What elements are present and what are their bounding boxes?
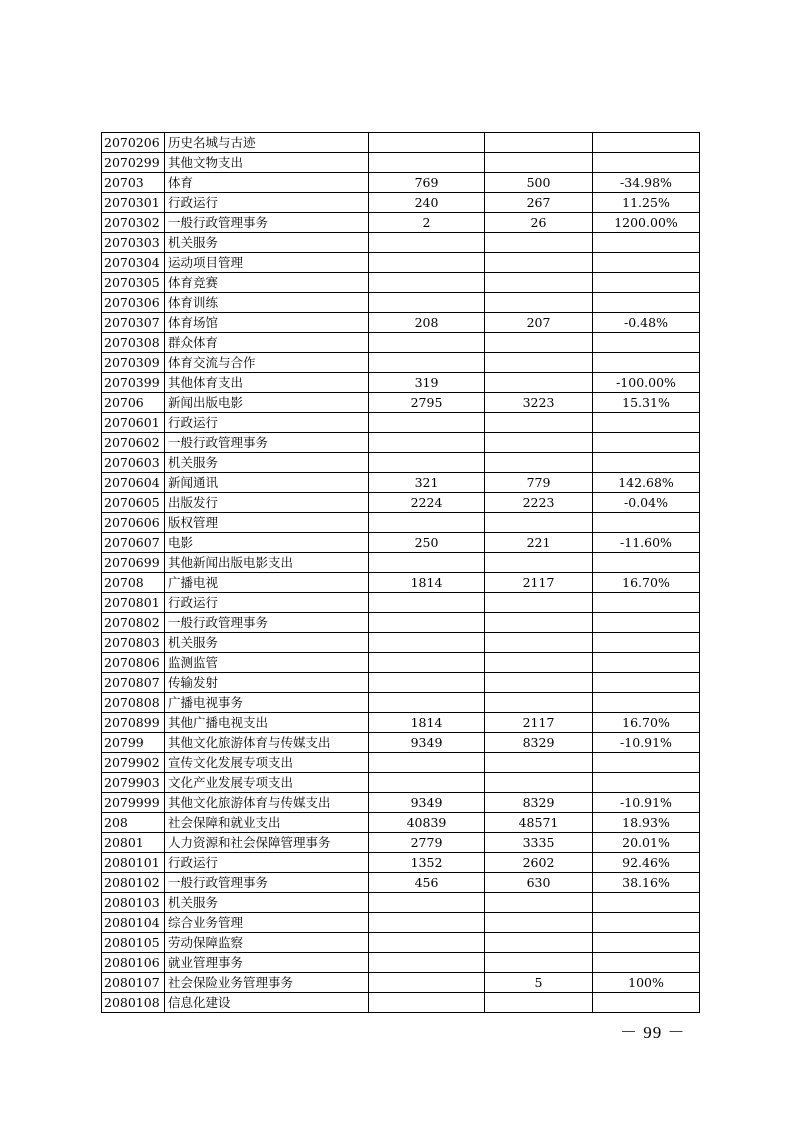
prior-value-cell bbox=[369, 133, 485, 153]
table-row bbox=[102, 673, 700, 693]
change-rate-cell bbox=[593, 673, 700, 693]
code-cell: 2070302 bbox=[102, 213, 165, 233]
table-row bbox=[102, 153, 700, 173]
table-row bbox=[102, 633, 700, 653]
change-rate-cell bbox=[593, 433, 700, 453]
prior-value-cell bbox=[369, 893, 485, 913]
table-row bbox=[102, 213, 700, 233]
item-name-cell: 新闻出版电影 bbox=[165, 393, 369, 413]
change-rate-cell bbox=[593, 773, 700, 793]
item-name-cell: 电影 bbox=[165, 533, 369, 553]
table-row bbox=[102, 173, 700, 193]
code-cell: 2070606 bbox=[102, 513, 165, 533]
code-cell: 2070308 bbox=[102, 333, 165, 353]
current-value-cell bbox=[485, 953, 593, 973]
current-value-cell bbox=[485, 333, 593, 353]
change-rate-cell: 15.31% bbox=[593, 393, 700, 413]
change-rate-cell bbox=[593, 293, 700, 313]
current-value-cell: 5 bbox=[485, 973, 593, 993]
item-name-cell: 一般行政管理事务 bbox=[165, 213, 369, 233]
code-cell: 2080104 bbox=[102, 913, 165, 933]
item-name-cell: 新闻通讯 bbox=[165, 473, 369, 493]
change-rate-cell: 1200.00% bbox=[593, 213, 700, 233]
change-rate-cell: -0.04% bbox=[593, 493, 700, 513]
item-name-cell: 人力资源和社会保障管理事务 bbox=[165, 833, 369, 853]
change-rate-cell bbox=[593, 653, 700, 673]
current-value-cell bbox=[485, 913, 593, 933]
table-row bbox=[102, 433, 700, 453]
code-cell: 2070806 bbox=[102, 653, 165, 673]
item-name-cell: 广播电视 bbox=[165, 573, 369, 593]
table-row bbox=[102, 453, 700, 473]
table-row bbox=[102, 333, 700, 353]
table-row bbox=[102, 293, 700, 313]
change-rate-cell: 16.70% bbox=[593, 713, 700, 733]
change-rate-cell bbox=[593, 933, 700, 953]
code-cell: 20706 bbox=[102, 393, 165, 413]
current-value-cell: 8329 bbox=[485, 733, 593, 753]
prior-value-cell bbox=[369, 413, 485, 433]
prior-value-cell bbox=[369, 753, 485, 773]
table-row bbox=[102, 373, 700, 393]
change-rate-cell: 18.93% bbox=[593, 813, 700, 833]
current-value-cell bbox=[485, 753, 593, 773]
table-row bbox=[102, 793, 700, 813]
change-rate-cell: -34.98% bbox=[593, 173, 700, 193]
table-row bbox=[102, 573, 700, 593]
table-row bbox=[102, 813, 700, 833]
prior-value-cell bbox=[369, 633, 485, 653]
item-name-cell: 历史名城与古迹 bbox=[165, 133, 369, 153]
table-row bbox=[102, 593, 700, 613]
current-value-cell bbox=[485, 453, 593, 473]
code-cell: 2070304 bbox=[102, 253, 165, 273]
item-name-cell: 机关服务 bbox=[165, 633, 369, 653]
current-value-cell: 2117 bbox=[485, 573, 593, 593]
prior-value-cell bbox=[369, 913, 485, 933]
table-row bbox=[102, 933, 700, 953]
current-value-cell bbox=[485, 993, 593, 1013]
change-rate-cell: -11.60% bbox=[593, 533, 700, 553]
change-rate-cell: 16.70% bbox=[593, 573, 700, 593]
change-rate-cell bbox=[593, 273, 700, 293]
code-cell: 2070603 bbox=[102, 453, 165, 473]
item-name-cell: 体育 bbox=[165, 173, 369, 193]
code-cell: 2070807 bbox=[102, 673, 165, 693]
code-cell: 2070206 bbox=[102, 133, 165, 153]
code-cell: 2070301 bbox=[102, 193, 165, 213]
change-rate-cell bbox=[593, 993, 700, 1013]
code-cell: 2070305 bbox=[102, 273, 165, 293]
item-name-cell: 其他广播电视支出 bbox=[165, 713, 369, 733]
table-row bbox=[102, 653, 700, 673]
change-rate-cell bbox=[593, 953, 700, 973]
code-cell: 2070808 bbox=[102, 693, 165, 713]
current-value-cell bbox=[485, 253, 593, 273]
table-row bbox=[102, 473, 700, 493]
item-name-cell: 运动项目管理 bbox=[165, 253, 369, 273]
prior-value-cell: 250 bbox=[369, 533, 485, 553]
table-row bbox=[102, 973, 700, 993]
current-value-cell bbox=[485, 293, 593, 313]
table-row bbox=[102, 613, 700, 633]
prior-value-cell: 456 bbox=[369, 873, 485, 893]
table-row bbox=[102, 693, 700, 713]
code-cell: 2080105 bbox=[102, 933, 165, 953]
table-row bbox=[102, 553, 700, 573]
budget-table bbox=[101, 132, 700, 1013]
change-rate-cell bbox=[593, 553, 700, 573]
prior-value-cell bbox=[369, 513, 485, 533]
table-row bbox=[102, 993, 700, 1013]
current-value-cell: 500 bbox=[485, 173, 593, 193]
change-rate-cell bbox=[593, 753, 700, 773]
current-value-cell bbox=[485, 233, 593, 253]
prior-value-cell bbox=[369, 273, 485, 293]
item-name-cell: 其他文化旅游体育与传媒支出 bbox=[165, 793, 369, 813]
current-value-cell bbox=[485, 133, 593, 153]
code-cell: 2070803 bbox=[102, 633, 165, 653]
current-value-cell bbox=[485, 433, 593, 453]
item-name-cell: 劳动保障监察 bbox=[165, 933, 369, 953]
change-rate-cell: 11.25% bbox=[593, 193, 700, 213]
prior-value-cell bbox=[369, 773, 485, 793]
item-name-cell: 机关服务 bbox=[165, 453, 369, 473]
code-cell: 2080103 bbox=[102, 893, 165, 913]
table-row bbox=[102, 853, 700, 873]
current-value-cell bbox=[485, 593, 593, 613]
prior-value-cell bbox=[369, 433, 485, 453]
table-row bbox=[102, 873, 700, 893]
table-row bbox=[102, 753, 700, 773]
item-name-cell: 行政运行 bbox=[165, 593, 369, 613]
code-cell: 2079903 bbox=[102, 773, 165, 793]
code-cell: 20801 bbox=[102, 833, 165, 853]
prior-value-cell: 40839 bbox=[369, 813, 485, 833]
table-row bbox=[102, 413, 700, 433]
item-name-cell: 传输发射 bbox=[165, 673, 369, 693]
item-name-cell: 体育竞赛 bbox=[165, 273, 369, 293]
change-rate-cell: 100% bbox=[593, 973, 700, 993]
prior-value-cell bbox=[369, 353, 485, 373]
current-value-cell: 3223 bbox=[485, 393, 593, 413]
code-cell: 2070306 bbox=[102, 293, 165, 313]
prior-value-cell bbox=[369, 973, 485, 993]
item-name-cell: 监测监管 bbox=[165, 653, 369, 673]
item-name-cell: 其他文物支出 bbox=[165, 153, 369, 173]
current-value-cell: 3335 bbox=[485, 833, 593, 853]
change-rate-cell bbox=[593, 893, 700, 913]
item-name-cell: 一般行政管理事务 bbox=[165, 873, 369, 893]
code-cell: 2079902 bbox=[102, 753, 165, 773]
prior-value-cell bbox=[369, 993, 485, 1013]
current-value-cell bbox=[485, 553, 593, 573]
current-value-cell: 2602 bbox=[485, 853, 593, 873]
change-rate-cell: -10.91% bbox=[593, 793, 700, 813]
current-value-cell: 221 bbox=[485, 533, 593, 553]
item-name-cell: 其他体育支出 bbox=[165, 373, 369, 393]
table-row bbox=[102, 713, 700, 733]
table-body bbox=[102, 133, 700, 1013]
code-cell: 2070307 bbox=[102, 313, 165, 333]
code-cell: 20703 bbox=[102, 173, 165, 193]
item-name-cell: 行政运行 bbox=[165, 413, 369, 433]
current-value-cell bbox=[485, 693, 593, 713]
change-rate-cell: -10.91% bbox=[593, 733, 700, 753]
code-cell: 2080101 bbox=[102, 853, 165, 873]
item-name-cell: 群众体育 bbox=[165, 333, 369, 353]
code-cell: 2070309 bbox=[102, 353, 165, 373]
table-row bbox=[102, 393, 700, 413]
prior-value-cell bbox=[369, 253, 485, 273]
prior-value-cell: 9349 bbox=[369, 733, 485, 753]
change-rate-cell bbox=[593, 233, 700, 253]
code-cell: 20708 bbox=[102, 573, 165, 593]
code-cell: 2080106 bbox=[102, 953, 165, 973]
current-value-cell: 207 bbox=[485, 313, 593, 333]
current-value-cell: 2223 bbox=[485, 493, 593, 513]
current-value-cell bbox=[485, 353, 593, 373]
prior-value-cell bbox=[369, 933, 485, 953]
table-row bbox=[102, 253, 700, 273]
item-name-cell: 社会保险业务管理事务 bbox=[165, 973, 369, 993]
item-name-cell: 信息化建设 bbox=[165, 993, 369, 1013]
table-row bbox=[102, 493, 700, 513]
change-rate-cell bbox=[593, 613, 700, 633]
table-row bbox=[102, 893, 700, 913]
item-name-cell: 体育交流与合作 bbox=[165, 353, 369, 373]
prior-value-cell: 9349 bbox=[369, 793, 485, 813]
code-cell: 2080108 bbox=[102, 993, 165, 1013]
change-rate-cell: -0.48% bbox=[593, 313, 700, 333]
current-value-cell: 8329 bbox=[485, 793, 593, 813]
prior-value-cell: 2779 bbox=[369, 833, 485, 853]
table-row bbox=[102, 773, 700, 793]
prior-value-cell: 2 bbox=[369, 213, 485, 233]
table-row bbox=[102, 913, 700, 933]
change-rate-cell: 142.68% bbox=[593, 473, 700, 493]
item-name-cell: 机关服务 bbox=[165, 893, 369, 913]
prior-value-cell bbox=[369, 333, 485, 353]
table-row bbox=[102, 833, 700, 853]
current-value-cell: 2117 bbox=[485, 713, 593, 733]
table-row bbox=[102, 133, 700, 153]
page-number: － 99 － bbox=[620, 1023, 686, 1042]
current-value-cell bbox=[485, 373, 593, 393]
item-name-cell: 行政运行 bbox=[165, 193, 369, 213]
table-row bbox=[102, 953, 700, 973]
prior-value-cell: 321 bbox=[369, 473, 485, 493]
code-cell: 2070303 bbox=[102, 233, 165, 253]
current-value-cell: 779 bbox=[485, 473, 593, 493]
prior-value-cell bbox=[369, 553, 485, 573]
code-cell: 2070699 bbox=[102, 553, 165, 573]
prior-value-cell bbox=[369, 593, 485, 613]
current-value-cell bbox=[485, 673, 593, 693]
current-value-cell bbox=[485, 413, 593, 433]
prior-value-cell: 240 bbox=[369, 193, 485, 213]
code-cell: 2070399 bbox=[102, 373, 165, 393]
item-name-cell: 出版发行 bbox=[165, 493, 369, 513]
current-value-cell bbox=[485, 893, 593, 913]
item-name-cell: 版权管理 bbox=[165, 513, 369, 533]
prior-value-cell: 319 bbox=[369, 373, 485, 393]
change-rate-cell bbox=[593, 413, 700, 433]
current-value-cell bbox=[485, 613, 593, 633]
item-name-cell: 机关服务 bbox=[165, 233, 369, 253]
item-name-cell: 宣传文化发展专项支出 bbox=[165, 753, 369, 773]
change-rate-cell bbox=[593, 593, 700, 613]
item-name-cell: 体育训练 bbox=[165, 293, 369, 313]
code-cell: 2070602 bbox=[102, 433, 165, 453]
code-cell: 2070601 bbox=[102, 413, 165, 433]
code-cell: 208 bbox=[102, 813, 165, 833]
table-row bbox=[102, 273, 700, 293]
prior-value-cell: 1814 bbox=[369, 573, 485, 593]
current-value-cell: 267 bbox=[485, 193, 593, 213]
prior-value-cell: 2224 bbox=[369, 493, 485, 513]
table-row bbox=[102, 233, 700, 253]
item-name-cell: 其他文化旅游体育与传媒支出 bbox=[165, 733, 369, 753]
current-value-cell bbox=[485, 933, 593, 953]
code-cell: 2070802 bbox=[102, 613, 165, 633]
prior-value-cell: 1352 bbox=[369, 853, 485, 873]
change-rate-cell bbox=[593, 133, 700, 153]
table-row bbox=[102, 733, 700, 753]
code-cell: 20799 bbox=[102, 733, 165, 753]
change-rate-cell bbox=[593, 453, 700, 473]
prior-value-cell: 769 bbox=[369, 173, 485, 193]
prior-value-cell: 2795 bbox=[369, 393, 485, 413]
prior-value-cell bbox=[369, 673, 485, 693]
table-row bbox=[102, 353, 700, 373]
change-rate-cell: 20.01% bbox=[593, 833, 700, 853]
prior-value-cell bbox=[369, 653, 485, 673]
change-rate-cell bbox=[593, 913, 700, 933]
code-cell: 2080107 bbox=[102, 973, 165, 993]
current-value-cell: 48571 bbox=[485, 813, 593, 833]
code-cell: 2070607 bbox=[102, 533, 165, 553]
code-cell: 2080102 bbox=[102, 873, 165, 893]
current-value-cell bbox=[485, 513, 593, 533]
table-row bbox=[102, 513, 700, 533]
code-cell: 2070801 bbox=[102, 593, 165, 613]
change-rate-cell bbox=[593, 353, 700, 373]
current-value-cell: 26 bbox=[485, 213, 593, 233]
table-row bbox=[102, 193, 700, 213]
prior-value-cell bbox=[369, 693, 485, 713]
current-value-cell bbox=[485, 153, 593, 173]
change-rate-cell bbox=[593, 333, 700, 353]
prior-value-cell: 1814 bbox=[369, 713, 485, 733]
code-cell: 2070604 bbox=[102, 473, 165, 493]
code-cell: 2070605 bbox=[102, 493, 165, 513]
table-row bbox=[102, 313, 700, 333]
change-rate-cell bbox=[593, 693, 700, 713]
current-value-cell bbox=[485, 653, 593, 673]
prior-value-cell bbox=[369, 293, 485, 313]
code-cell: 2070899 bbox=[102, 713, 165, 733]
item-name-cell: 其他新闻出版电影支出 bbox=[165, 553, 369, 573]
change-rate-cell: 92.46% bbox=[593, 853, 700, 873]
item-name-cell: 文化产业发展专项支出 bbox=[165, 773, 369, 793]
current-value-cell bbox=[485, 273, 593, 293]
prior-value-cell bbox=[369, 453, 485, 473]
change-rate-cell bbox=[593, 513, 700, 533]
current-value-cell bbox=[485, 773, 593, 793]
current-value-cell: 630 bbox=[485, 873, 593, 893]
item-name-cell: 就业管理事务 bbox=[165, 953, 369, 973]
change-rate-cell: 38.16% bbox=[593, 873, 700, 893]
code-cell: 2079999 bbox=[102, 793, 165, 813]
item-name-cell: 体育场馆 bbox=[165, 313, 369, 333]
item-name-cell: 广播电视事务 bbox=[165, 693, 369, 713]
change-rate-cell: -100.00% bbox=[593, 373, 700, 393]
item-name-cell: 一般行政管理事务 bbox=[165, 433, 369, 453]
item-name-cell: 一般行政管理事务 bbox=[165, 613, 369, 633]
prior-value-cell bbox=[369, 613, 485, 633]
item-name-cell: 社会保障和就业支出 bbox=[165, 813, 369, 833]
current-value-cell bbox=[485, 633, 593, 653]
change-rate-cell bbox=[593, 153, 700, 173]
change-rate-cell bbox=[593, 253, 700, 273]
prior-value-cell bbox=[369, 233, 485, 253]
code-cell: 2070299 bbox=[102, 153, 165, 173]
prior-value-cell bbox=[369, 153, 485, 173]
prior-value-cell bbox=[369, 953, 485, 973]
prior-value-cell: 208 bbox=[369, 313, 485, 333]
item-name-cell: 行政运行 bbox=[165, 853, 369, 873]
table-row bbox=[102, 533, 700, 553]
item-name-cell: 综合业务管理 bbox=[165, 913, 369, 933]
change-rate-cell bbox=[593, 633, 700, 653]
